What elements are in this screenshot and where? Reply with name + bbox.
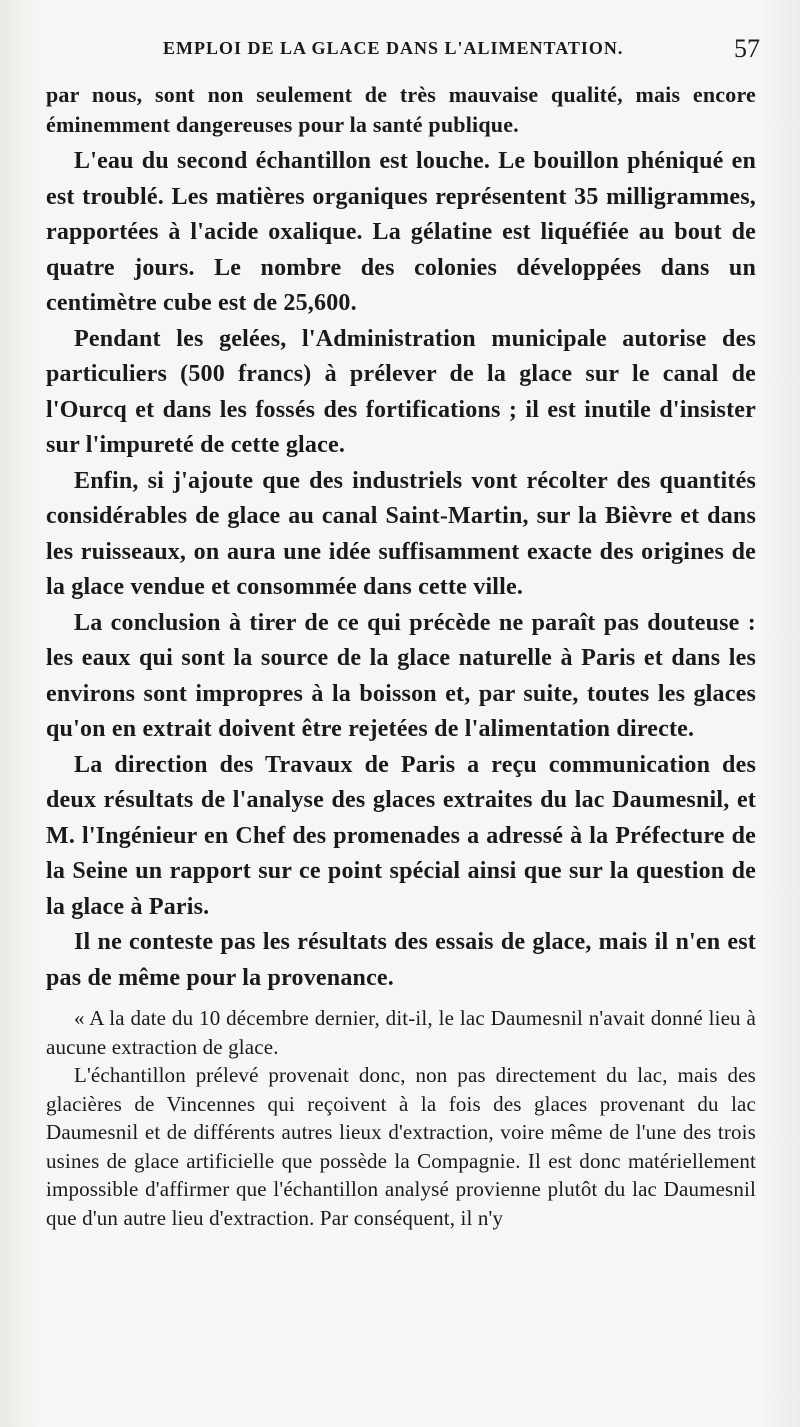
paragraph-conclusion: La conclusion à tirer de ce qui précède ne paraît pas douteuse : les eaux qui sont la source de la glace naturelle à Paris et dans les environs sont impropres à la boisson et, par suite, toutes les glaces qu'on en extrait doivent être rejetées de l'alimentation directe. xyxy=(46,609,756,742)
paragraph-direction-travaux: La direction des Travaux de Paris a reçu communication des deux résultats de l'analyse des glaces extraites du lac Daumesnil, et M. l'Ingénieur en Chef des promenades a adressé à la Préfecture de la Seine un rapport sur ce point spécial ainsi que sur la question de la glace à Paris. xyxy=(46,751,756,920)
paragraph-second-sample: L'eau du second échantillon est louche. Le bouillon phéniqué en est troublé. Les matières organiques représentent 35 milligrammes, rapportées à l'acide oxalique. La gélatine est liquéfiée au bout de quatre jours. Le nombre des colonies développées dans un centimètre cube est de 25,600. xyxy=(46,148,756,316)
paragraph-industriels: Enfin, si j'ajoute que des industriels vont récolter des quantités considérables de glace au canal Saint-Martin, sur la Bièvre et dans les ruisseaux, on aura une idée suffisamment exacte des origines de la glace vendue et consommée dans cette ville. xyxy=(46,467,756,600)
quote-paragraph-echantillon: L'échantillon prélevé provenait donc, non pas directement du lac, mais des glacières de Vincennes qui reçoivent à la fois des glaces provenant du lac Daumesnil et de différents autres lieux d'extraction, voire même de l'une des trois usines de glace artificielle que possède la Compagnie. Il est donc matériellement impossible d'affirmer que l'échantillon analysé provienne plutôt du lac Daumesnil que d'un autre lieu d'extraction. Par conséquent, il n'y xyxy=(46,1063,756,1230)
paragraph-gelees: Pendant les gelées, l'Administration municipale autorise des particuliers (500 francs) à prélever de la glace sur le canal de l'Ourcq et dans les fossés des fortifications ; il est inutile d'insister sur l'impureté de cette glace. xyxy=(46,325,756,458)
page-header xyxy=(48,34,760,70)
quote-paragraph-date: « A la date du 10 décembre dernier, dit-il, le lac Daumesnil n'avait donné lieu à aucune extraction de glace. xyxy=(46,1006,756,1059)
paragraph-provenance: Il ne conteste pas les résultats des essais de glace, mais il n'en est pas de même pour la provenance. xyxy=(46,929,756,991)
paragraph-continuation: par nous, sont non seulement de très mauvaise qualité, mais encore éminemment dangereuses pour la santé publique. xyxy=(46,82,756,137)
running-title: EMPLOI DE LA GLACE DANS L'ALIMENTATION. xyxy=(163,38,624,58)
page-body xyxy=(46,80,756,1232)
page-number: 57 xyxy=(734,34,760,63)
